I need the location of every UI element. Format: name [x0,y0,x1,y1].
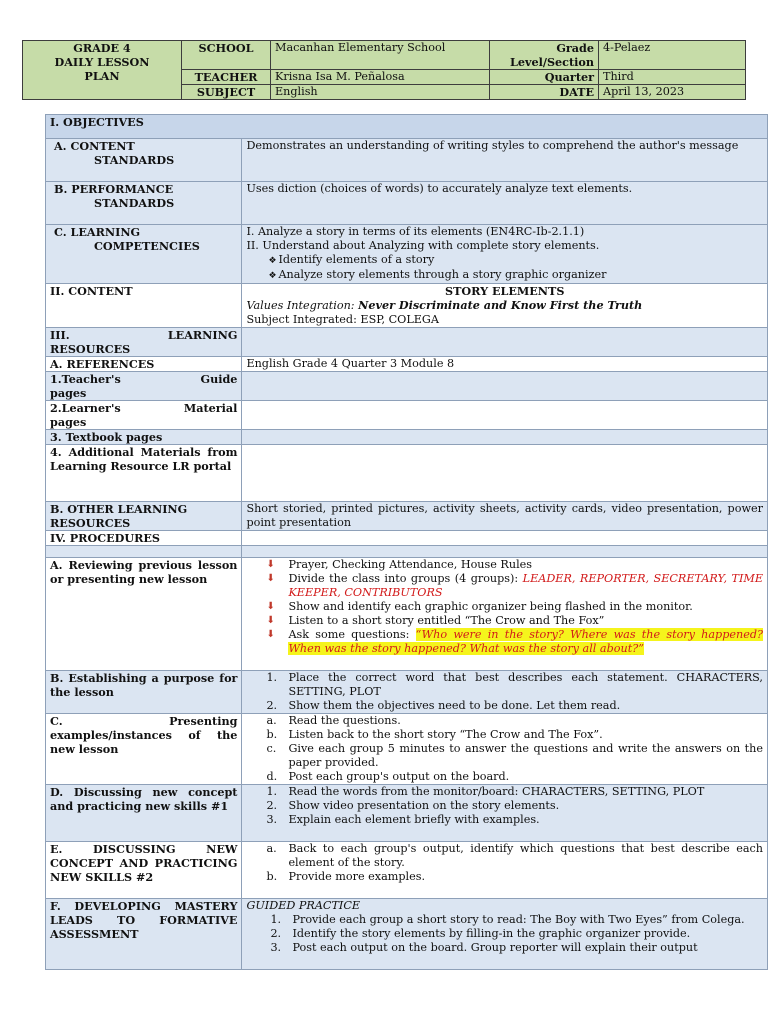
references-label: A. REFERENCES [46,357,242,372]
learning-competencies-value [242,225,768,284]
title-line: DAILY LESSON [54,55,150,69]
list-item: d. Post each group's output on the board. [266,770,510,783]
diamond-bullet-icon: ❖ [268,271,277,281]
performance-standards-value: Uses diction (choices of words) to accurately analyze text elements. [242,182,768,225]
content-label: II. CONTENT [46,284,242,328]
list-item: c. Give each group 5 minutes to answer the questions and write the answers on the paper provided. [266,742,763,769]
list-item: ⬇ Prayer, Checking Attendance, House Rules [262,558,763,572]
other-resources-value: Short storied, printed pictures, activity sheets, activity cards, video presentation, power point presentation [242,502,768,531]
reviewing-lesson-value [242,558,768,671]
list-item: ⬇ Ask some questions: “Who were in the story? Where was the story happened? When was the story happened? What was the story all about?” [262,628,763,656]
teacher-value: Krisna Isa M. Peñalosa [271,70,490,85]
performance-standards-label: B. PERFORMANCE STANDARDS [46,182,242,225]
plan-title [23,41,182,100]
discussing-concept-1-label: D. Discussing new concept and practicing new skills #1 [46,785,242,842]
competency-bullet: ❖ Identify elements of a story [268,253,435,266]
guided-practice-heading: GUIDED PRACTICE [246,899,361,912]
presenting-examples-label: C. Presenting examples/instances of the new lesson [46,714,242,785]
school-value: Macanhan Elementary School [271,41,490,70]
competency-item: I. Analyze a story in terms of its elements (EN4RC-Ib-2.1.1) [246,225,585,238]
developing-mastery-label: F. DEVELOPING MASTERY LEADS TO FORMATIVE ASSESSMENT [46,899,242,970]
list-item: 1. Place the correct word that best describes each statement. CHARACTERS, SETTING, PLOT [266,671,763,698]
lesson-plan-body [45,114,768,970]
values-integration: Values Integration: Never Discriminate and Know First the Truth [246,298,643,312]
list-item: 2. Show video presentation on the story elements. [266,799,560,812]
teacher-label: TEACHER [182,70,271,85]
list-item: 1. Provide each group a short story to read: The Boy with Two Eyes” from Colega. [270,913,745,926]
competency-bullet: ❖ Analyze story elements through a story graphic organizer [268,268,607,281]
quarter-value: Third [599,70,746,85]
content-standards-value: Demonstrates an understanding of writing styles to comprehend the author's message [242,139,768,182]
establishing-purpose-label: B. Establishing a purpose for the lesson [46,671,242,714]
list-item: 3. Post each output on the board. Group reporter will explain their output [270,941,698,954]
subject-integrated: Subject Integrated: ESP, COLEGA [246,313,439,326]
lesson-plan-header [22,40,746,100]
presenting-examples-value [242,714,768,785]
grade-label: Grade Level/Section [490,41,599,70]
list-item: 2. Identify the story elements by filling-in the graphic organizer provide. [270,927,691,940]
competency-item: II. Understand about Analyzing with complete story elements. [246,239,600,252]
list-item: 3. Explain each element briefly with examples. [266,813,540,826]
title-line: PLAN [84,69,120,83]
grade-value: 4-Pelaez [599,41,746,70]
learning-competencies-label: C. LEARNING COMPETENCIES [46,225,242,284]
quarter-label: Quarter [490,70,599,85]
list-item: ⬇ Listen to a short story entitled “The Crow and The Fox” [262,614,763,628]
teachers-guide-label: 1.Teacher's Guide pages [46,372,242,401]
list-item: a. Read the questions. [266,714,401,727]
discussing-concept-1-value [242,785,768,842]
list-item: b. Listen back to the short story “The Crow and The Fox”. [266,728,603,741]
diamond-bullet-icon: ❖ [268,256,277,266]
list-item: 1. Read the words from the monitor/board: CHARACTERS, SETTING, PLOT [266,785,705,798]
subject-label: SUBJECT [182,85,271,100]
establishing-purpose-value [242,671,768,714]
title-line: GRADE 4 [73,41,131,55]
developing-mastery-value [242,899,768,970]
school-label: SCHOOL [182,41,271,70]
list-item: a. Back to each group's output, identify which questions that best describe each element of the story. [266,842,763,869]
subject-value: English [271,85,490,100]
content-title: STORY ELEMENTS [444,284,565,298]
learners-material-label: 2.Learner's Material pages [46,401,242,430]
date-value: April 13, 2023 [599,85,746,100]
references-value: English Grade 4 Quarter 3 Module 8 [242,357,768,372]
list-item: ⬇ Divide the class into groups (4 groups): LEADER, REPORTER, SECRETARY, TIME KEEPER, CONTRIBUTORS [262,572,763,600]
discussing-concept-2-value [242,842,768,899]
additional-materials-label: 4. Additional Materials from Learning Resource LR portal [46,445,242,502]
list-item: b. Provide more examples. [266,870,426,883]
list-item: 2. Show them the objectives need to be done. Let them read. [266,699,621,712]
content-value [242,284,768,328]
procedures-heading: IV. PROCEDURES [46,531,242,546]
date-label: DATE [490,85,599,100]
objectives-heading: I. OBJECTIVES [46,115,768,139]
reviewing-lesson-label: A. Reviewing previous lesson or presenting new lesson [46,558,242,671]
textbook-pages-label: 3. Textbook pages [46,430,242,445]
list-item: ⬇ Show and identify each graphic organizer being flashed in the monitor. [262,600,763,614]
learning-resources-label: III. LEARNING RESOURCES [46,328,242,357]
discussing-concept-2-label: E. DISCUSSING NEW CONCEPT AND PRACTICING NEW SKILLS #2 [46,842,242,899]
content-standards-label: A. CONTENT STANDARDS [46,139,242,182]
other-resources-label: B. OTHER LEARNING RESOURCES [46,502,242,531]
